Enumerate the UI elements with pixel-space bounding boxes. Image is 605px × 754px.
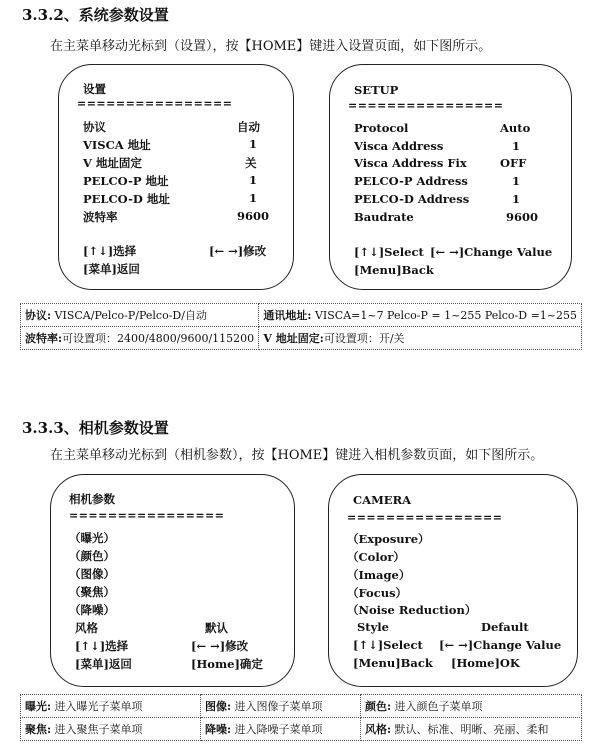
menu-nav-ok: [Home]确定 <box>191 657 263 671</box>
menu-row-label: Visca Address Fix <box>354 156 467 170</box>
table-cell: 波特率:可设置项：2400/4800/9600/115200 <box>21 327 259 350</box>
menu-row-value: 自动 <box>237 120 260 134</box>
menu-nav-select: [↑↓]选择 <box>83 244 137 258</box>
menu-nav-back: [Menu]Back <box>353 656 433 670</box>
table-cell: 颜色: 进入颜色子菜单项 <box>361 695 582 718</box>
table-cell: 协议: VISCA/Pelco-P/Pelco-D/自动 <box>21 304 259 327</box>
menu-item: （颜色） <box>69 549 115 563</box>
table-cell: 通讯地址: VISCA=1~7 Pelco-P = 1~255 Pelco-D =1~255 <box>259 304 582 327</box>
menu-item: （图像） <box>69 567 115 581</box>
menu-nav-change: [← →]修改 <box>209 244 267 258</box>
menu-row-label: V 地址固定 <box>83 156 142 170</box>
menu-nav-change: [← →]修改 <box>191 639 249 653</box>
menu-row-label: Protocol <box>354 121 409 135</box>
parameter-table-system <box>20 303 582 350</box>
menu-row-value: 默认 <box>205 621 228 635</box>
table-cell: 图像: 进入图像子菜单项 <box>201 695 361 718</box>
menu-row-label: Style <box>357 620 389 634</box>
menu-nav-change: [← →]Change Value <box>439 638 562 652</box>
menu-item: （Image） <box>347 568 411 582</box>
menu-row-value: OFF <box>500 156 527 170</box>
osd-menu-camera-cn <box>50 474 295 687</box>
menu-nav-select: [↑↓]Select <box>353 638 423 652</box>
section-heading-camera: 3.3.3、相机参数设置 <box>22 419 169 437</box>
osd-menu-setup-en <box>329 64 572 290</box>
table-row <box>21 695 582 718</box>
menu-nav-back: [Menu]Back <box>354 263 434 277</box>
menu-item: （Noise Reduction） <box>347 603 477 617</box>
section-intro-system: 在主菜单移动光标到（设置），按【HOME】键进入设置页面，如下图所示。 <box>50 39 492 54</box>
menu-row-value: 关 <box>245 156 257 170</box>
menu-nav-back: [菜单]返回 <box>75 657 132 671</box>
menu-divider: ================ <box>347 511 503 524</box>
menu-row-value: 1 <box>249 137 258 151</box>
table-row <box>21 718 582 741</box>
menu-row-label: PELCO-D Address <box>354 192 470 206</box>
menu-row-label: Baudrate <box>354 210 414 224</box>
menu-row-label: PELCO-D 地址 <box>83 192 170 206</box>
menu-row-label: 风格 <box>75 621 98 635</box>
section-intro-camera: 在主菜单移动光标到（相机参数），按【HOME】键进入相机参数页面，如下图所示。 <box>50 448 544 463</box>
menu-row-value: Auto <box>500 121 531 135</box>
table-cell: V 地址固定:可设置项：开/关 <box>259 327 582 350</box>
menu-row-label: VISCA 地址 <box>83 138 151 152</box>
menu-title: SETUP <box>354 83 399 97</box>
menu-divider: ================ <box>348 99 504 112</box>
menu-nav-back: [菜单]返回 <box>83 262 140 276</box>
menu-row-label: PELCO-P 地址 <box>83 174 169 188</box>
menu-row-value: 1 <box>512 139 521 153</box>
table-row <box>21 327 582 350</box>
menu-row-value: Default <box>481 620 529 634</box>
menu-divider: ================ <box>77 97 233 110</box>
menu-item: （曝光） <box>69 531 115 545</box>
menu-nav-change: [← →]Change Value <box>430 245 553 259</box>
menu-title: 相机参数 <box>69 492 115 506</box>
menu-row-value: 1 <box>249 173 258 187</box>
menu-title: CAMERA <box>353 493 412 507</box>
menu-title: 设置 <box>83 82 106 96</box>
menu-item: （Focus） <box>347 586 408 600</box>
menu-row-label: Visca Address <box>354 139 444 153</box>
menu-divider: ================ <box>69 509 225 522</box>
menu-row-label: 波特率 <box>83 210 118 224</box>
menu-row-value: 9600 <box>506 210 539 224</box>
osd-menu-setup-cn <box>58 64 294 290</box>
menu-row-value: 1 <box>512 174 521 188</box>
menu-row-label: PELCO-P Address <box>354 174 468 188</box>
menu-nav-ok: [Home]OK <box>451 656 520 670</box>
menu-row-value: 1 <box>249 191 258 205</box>
menu-item: （聚焦） <box>69 585 115 599</box>
menu-item: （Color） <box>347 550 405 564</box>
menu-row-label: 协议 <box>83 120 106 134</box>
table-cell: 风格: 默认、标准、明晰、亮丽、柔和 <box>361 718 582 741</box>
menu-row-value: 1 <box>512 192 521 206</box>
table-row <box>21 304 582 327</box>
osd-menu-camera-en <box>328 474 578 687</box>
table-cell: 曝光: 进入曝光子菜单项 <box>21 695 201 718</box>
table-cell: 聚焦: 进入聚焦子菜单项 <box>21 718 201 741</box>
menu-item: （Exposure） <box>347 532 430 546</box>
section-heading-system: 3.3.2、系统参数设置 <box>22 6 169 24</box>
parameter-table-camera <box>20 694 582 741</box>
menu-nav-select: [↑↓]Select <box>354 245 424 259</box>
menu-item: （降噪） <box>69 603 115 617</box>
menu-nav-select: [↑↓]选择 <box>75 639 129 653</box>
menu-row-value: 9600 <box>237 209 270 223</box>
table-cell: 降噪: 进入降噪子菜单项 <box>201 718 361 741</box>
